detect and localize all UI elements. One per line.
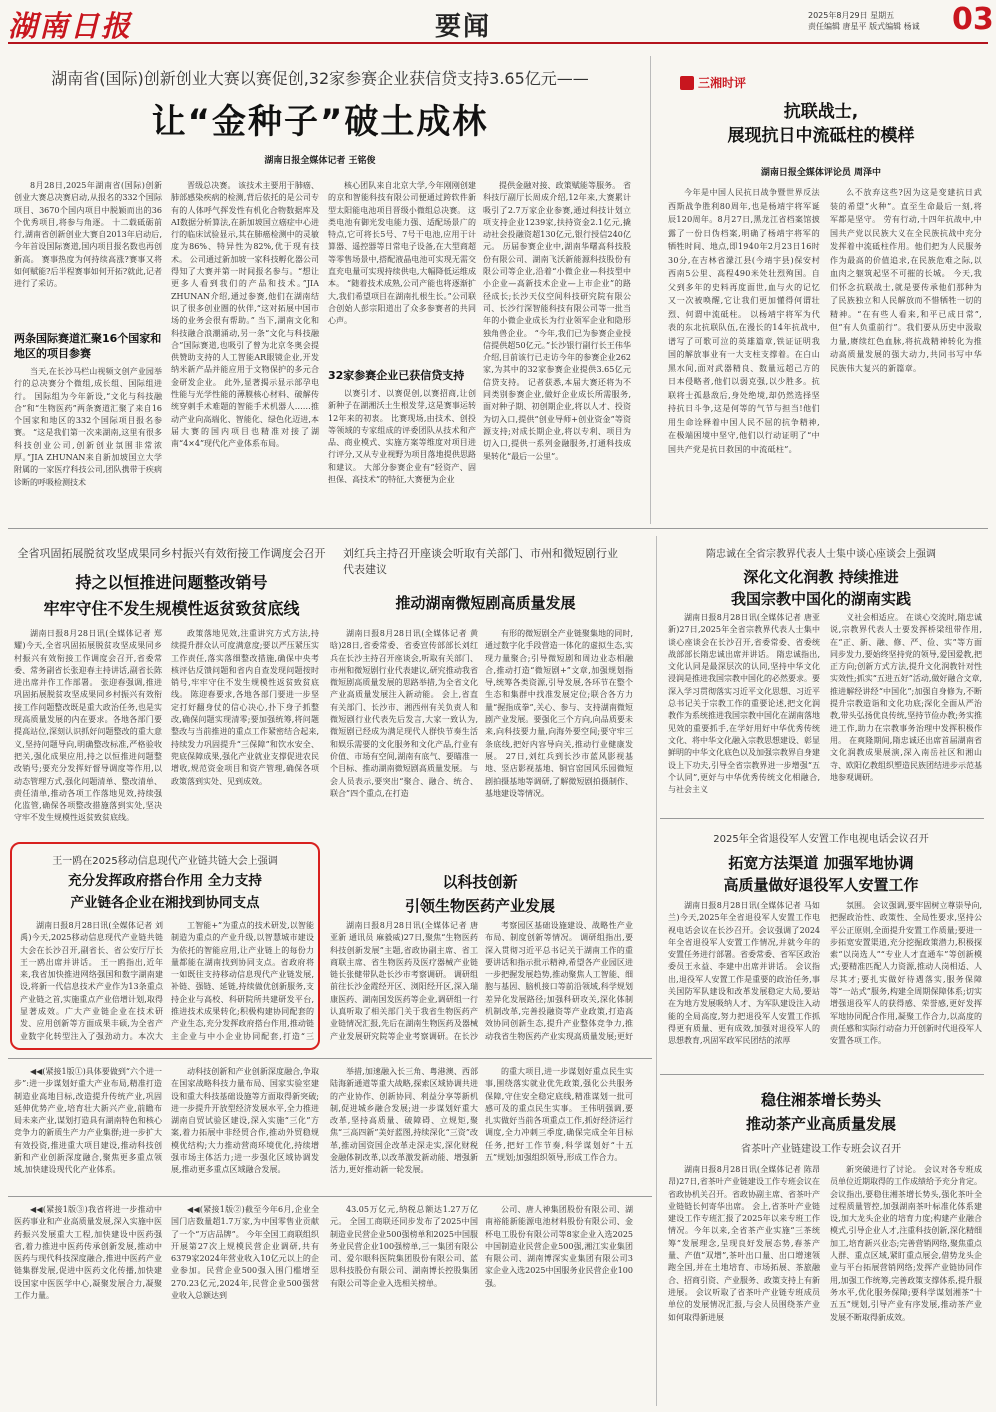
commentary-tag: [680, 74, 746, 91]
date-info: [808, 10, 948, 32]
jump-2: 动科技创新和产业创新深度融合,争取在国家战略科技力量布局、国家实验室建设和重大科技基础设施等方面取得新突破;进一步提升开放型经济发展水平,全力推进湖南自贸试验区建设,深入实施“三化”方案,着力拓展中非经贸合作,推动外贸稳规模优结构;大力推动营商环境优化,持续增强市场主体活力;进一步强化区域协调发展,推动更多重点区域融合发展。: [171, 1067, 319, 1175]
industry-col2: 工智能+”为重点的技术研发,以智能制造为重点的产业升级,以智慧城市建设为依托的智能应用,让产业链上的每份力量都能在湖南找到协同支点。省政府将一如既往支持移动信息现代产业链发展,补链、强链、延链,持续做优创新服务,支持企业与高校、科研院所共建研发平台,推进技术成果转化;积极构建协同配套的产业生态,充分发挥政府搭台作用,推动链主企业与中小企业协同配套,打造“三: [171, 921, 314, 1041]
veterans-col2: 氛围。 会议强调,要牢固树立尊崇导向,把握政治性、政策性、全局性要求,坚持公平公正原则,全面提升安置工作质量;要进一步拓宽安置渠道,充分挖掘政策潜力,积极探索“以岗选人”“专业人才直通车”等创新模式;要精准匹配人力资源,推动人岗相适、人尽其才;要扎实做好待遇落实,服务保障等“一站式”服务,构建全周期保障体系;切实增强退役军人的获得感、荣誉感,更好发挥军地协同配合作用,凝聚工作合力,以高度的责任感和实际行动奋力开创新时代退役军人安置各项工作。: [830, 901, 982, 1046]
biomed-col2: 考察园区基础设施建设、战略性产业布局、制度创新等情况。 调研组指出,要深入贯彻习近平总书记关于湖南工作的重要讲话和指示批示精神,希望各产业园区进一步把握发展趋势,推动聚焦人工智能、细胞与基因、脑机接口等前沿领域,科学规划差异化发展路径;加强科研攻关,深化体制机制改革,完善投融资等产业政策,打造高效协同创新生态,提升产业整体竞争力,推动我省生物医药产业实现高质量发展;更好: [485, 921, 633, 1041]
biomed-col1: 湖南日报8月28日讯(全媒体记者 唐亚新 通讯员 麻毅威)27日,聚焦“生物医药科技创新发展”主题,省政协副主席、省工商联主席、省生物医药及医疗器械产业链链长张健带队赴长沙市考察调研。 调研组前往长沙金霞经开区、浏阳经开区,深入瑞康医药、湖南国发医药等企业,调研组一行认真听取了相关部门关于我省生物医药产业链情况汇报,先后在湖南生物医药及器械产业发展研究院等企业考察调研。在长沙: [330, 921, 478, 1041]
poverty-headline: [14, 570, 329, 622]
jump-8: ◀◀(紧接1版③)我省将进一步推动中医药事业和产业高质量发展,深入实施中医药振兴发展重大工程,加快建设中医药强省,着力推进中医药传承创新发展,推动中医药与现代科技深度融合,推进中医药产业链集群发展,促进中医药文化传播,加快建设国家中医医学中心,凝聚发展合力,凝聚工作力量。: [14, 1205, 162, 1301]
newspaper-logo: 湖南日报: [8, 9, 133, 43]
industry-col1: 湖南日报8月28日讯(全媒体记者 刘禹)今天,2025移动信息现代产业链共链大会在长沙召开,副省长、省公安厅厅长王一鸥出席并讲话。 王一鸥指出,近年来,我省加快推进网络强国和数字湖南建设,将新一代信息技术产业作为13条重点产业链之首,实施重点产业倍增计划,取得显著成效。广大产业链企业在技术研发、应用创新等方面成果丰硕,为全省产业数字化转型注入了强劲动力。本次大: [20, 921, 163, 1041]
jump-4: 的重大项目,进一步谋划好重点民生实事,围绕落实就业优先政策,强化公共服务保障,守住安全稳定底线,精准谋划一批可感可及的重点民生实事。 王伟明强调,要扎实做好当前各项重点工作,抓好经济运行调度,全力冲刺三季度,确保完成全年目标任务,把好工作节奏,科学谋划好“十五五”规划;加强组织领导,形成工作合力。: [485, 1067, 633, 1163]
commentary-col2: 么不放弃这些?因为这是变建抗日武装的希望“火种”。直至生命最后一刻,将军都是坚守。 劳有行动,十四年抗战中,中国共产党以民族大义在全民族抗战中充分发挥着中流砥柱作用。他们把为人民服务作为最高的价值追求,在民族危难之际,以血肉之躯筑起坚不可摧的长城。 今天,我们怀念抗联战士,就是要传承他们那种为了民族独立和人民解放而不惜牺牲一切的精神。“在有些人看来,和平已成日常”,但“有人负重前行”。我们要从历史中汲取力量,赓续红色血脉,将抗战精神转化为推动高质量发展的强大动力,共同书写中华民族伟大复兴的新篇章。: [830, 188, 982, 373]
horizontal-rule: [8, 1196, 652, 1197]
horizontal-rule: [660, 1074, 984, 1075]
lead-col3: 核心团队来自北京大学,今年刚刚创建的京和智能科技有限公司便通过跨软件新型太阳能电池项目晋级小微组总决赛。 这类电池有御光发电能力强、适配场景广的特点,它可将长5号、7号干电池,应用于计算器、遥控器等日常电子设备,在大型商超等零售场景中,搭配液晶电池可实现无需交直充电量可实现持续供电,大幅降低运维成本。 “随着技术成熟,公司产能也将逐渐扩大,我们希望项目在湖南扎根生长。”公司联合创始人彭宗阳道出了众多参赛者的共同心声。: [328, 181, 476, 326]
industry-title-line1: 充分发挥政府搭台作用 全力支持: [68, 873, 262, 889]
veterans-kicker: 2025年全省退役军人安置工作电视电话会议召开: [713, 834, 929, 845]
lead-col2: 晋级总决赛。 该技术主要用于肺癌、肺部感染疾病的检测,背后依托的是公司专有的人体呼气挥发性有机化合物数据库及AI数据分析算法,在新加坡国立癌症中心进行的临床试验显示,其在肺癌检测中的灵敏度为86%、特异性为82%,优于现有技术。 公司通过新加坡一家科技孵化器公司得知了大赛并第一时间报名参与。“想让更多人看到我们的产品和技术。”JIA ZHUNAN介绍,通过参赛,他们在湖南结识了很多创业圈的伙伴,“这对拓展中国市场的业务会很有帮助。” 当下,湖南文化和科技融合浪潮涌动,另一条“文化与科技融合”国际赛道,也吸引了曾为北京冬奥会提供赞助支持的人工智能AR眼镜企业,开发纳米新产品并能应用于文物保护的多元合金研发企业。 此外,显著揭示显示部孕电性能与光学性能的薄膜核心材料、破解传统穿刺手术难题的智能手术机器人……推动产业向高端化、智能化、绿色化迈进,本届大赛的国内项目也精准对接了湖南“4×4”现代化产业体系布局。: [171, 181, 319, 449]
commentary-title-line2: 展现抗日中流砥柱的模样: [727, 126, 915, 146]
tea-col2: 新突破进行了讨论。 会议对各专班成员单位近期取得的工作成绩给予充分肯定。会议指出,要稳住湘茶增长势头,强化茶叶全过程质量管控,加强湖南茶叶标准化体系建设,加大龙头企业的培育力度;构建产业融合模式,引导企业人才,注重科技创新,深化精细加工,培育新兴业态;完善营销网络,聚焦重点人群、重点区域,紧盯重点展会,借势龙头企业与平台拓展营销网络;发挥产业链协同作用,加强工作统筹,完善政策支撑体系,提升服务水平,优化服务保障;要科学谋划湘茶“十五五”规划,引导产业有序发展,推动茶产业发展不断取得新成效。: [830, 1165, 982, 1322]
religion-headline: [662, 566, 980, 610]
jump-5: ◀◀(紧接1版②)截至今年6月,企业全国门店数量超1.7万家,为中国零售业贡献了一个“万店品牌”。 今年全国工商联组织开展第27次上规模民营企业调研,共有6379家2024年营业收入10亿元以上的企业参加。民营企业500强入围门槛增至270.23亿元,2024年,民营企业500强营业收入总额达到: [171, 1205, 319, 1301]
commentary-byline: 湖南日报全媒体评论员 周泽中: [760, 168, 882, 178]
commentary-col1: 今年是中国人民抗日战争暨世界反法西斯战争胜利80周年,也是杨靖宇将军诞辰120周年。8月27日,黑龙江省档案馆披露了一份日伪档案,明确了杨靖宇将军的牺牲时间、地点,即1940年2月23日16时30分,在吉林省濛江县(今靖宇县)保安村西南5公里、高程490米处壮烈殉国。自父到多年的史料再度面世,血与火的记忆又一次被唤醒,它让我们更加懂得何谓壮烈、何谓中流砥柱。 以杨靖宇将军为代表的东北抗联队伍,在漫长的14年抗战中,谱写了可歌可泣的英雄篇章,铁证证明我国的解放事业有一大支柱支撑着。在白山黑水间,面对武器精良、数量远超己方的日本侵略者,他们以弱克强,以少胜多。抗联将士孤悬敌后,身处绝境,却仍然选择坚持抗日斗争,这是何等的气节与担当!他们用生命诠释着中国人民不屈的抗争精神,在极端困境中坚守,他们以行动证明了“中国共产党是抗日救国的中流砥柱”。: [668, 188, 820, 454]
horizontal-rule: [8, 528, 988, 529]
biomed-title-line1: 以科技创新: [442, 873, 518, 891]
commentary-title-line1: 抗联战士,: [783, 102, 859, 122]
lead-headline: 让“金种子”破土成林: [151, 102, 489, 142]
veterans-title-line1: 拓宽方法渠道 加强军地协调: [728, 854, 914, 872]
lead-col3b: 以赛引才、以赛促创,以赛招商,让创新种子在湖湘沃土生根发芽,这是赛事运转12年来的初衷。 比赛现场,由技术、创投等领域的专家组成的评委团队从技术和产品、商业模式、实施方案等维度对项目进行评分,又从专业视野为项目落地提供思路和建议。 大部分参赛企业有“轻资产、固担保、高技术”的特征,大赛便为企业: [328, 389, 476, 485]
lead-subhead-1: 两条国际赛道汇聚16个国家和地区的项目参赛: [14, 332, 162, 360]
commentary-tag-label: 三湘时评: [698, 76, 747, 90]
lead-col1b: 当天,在长沙马栏山视频文创产业园举行的总决赛分个微组,成长组、国际组进行。 国际组为今年新设,“文化与科技融合”和“生物医药”两条赛道汇聚了来自16个国家和地区的332个国际项目报名参赛。 “这是我们第一次来湖南,这里有很多科技创业公司,创新创业氛围非常浓厚。”JIA ZHUNAN来自新加坡国立大学附属的一家医疗科技公司,团队携带于疾病诊断的呼吸检测技术: [14, 367, 162, 487]
jump-3: 举措,加速融入长三角、粤港澳、西部陆海新通道等重大战略,探索区域协调共进的产业协作、创新协同、利益分享等新机制,促进城乡融合发展;进一步谋划好重大改革,坚持高质量、破障碍、立规矩,聚焦“三高四新”美好蓝图,持续深化“三资”改革,推动国资国企改革走深走实,深化财税金融体制改革,以改革激发新动能、增强新活力,更好推动新一轮发展。: [330, 1067, 478, 1175]
microdrama-col1: 湖南日报8月28日讯(全媒体记者 黄晗)28日,省委常委、省委宣传部部长刘红兵在长沙主持召开座谈会,听取有关部门、市州和微短剧行业代表建议,研究推动我省微短剧高质量发展的思路举措,为全省文化产业高质量发展注入新动能。 会上,省直有关部门、长沙市、湘西州有关负责人和微短剧行业代表先后发言,大家一致认为,微短剧已经成为满足现代人群快节奏生活和娱乐需要的文化服务和文化产品,行业有价值、市场有空间,湖南有底气、要瞄准一个目标、推动湖南微短剧高质量发展。 与会人员表示,要突出“聚合、融合、统合、联合”四个重点,在打造: [330, 629, 478, 798]
tea-title-line2: 推动茶产业高质量发展: [745, 1115, 896, 1133]
horizontal-rule: [660, 818, 984, 819]
page-number: 03: [952, 2, 994, 37]
veterans-headline: [662, 852, 980, 896]
jump-1: ◀◀(紧接1版①)具体要做到“六个进一步”:进一步谋划好重大产业布局,精准打造制造业高地目标,改造提升传统产业,巩固延伸优势产业,培育壮大新兴产业,前瞻布局未来产业,谋划打造具有湖南特色和核心竞争力的新质生产力产业集群;进一步扩大有效投资,推进重大项目建设,推动科技创新和产业创新深度融合,聚焦更多重点领域,加快建设现代化产业体系。: [14, 1067, 162, 1175]
lead-col4: 提供金融对接、政策赋能等服务。 省科技厅副厅长周成介绍,12年来,大赛累计吸引了2.7万家企业参赛,通过科技计划立项支持企业1239家,扶持资金2.1亿元,撬动社会投融资超130亿元,银行授信240亿元。 历届参赛企业中,湖南华曙高科技股份有限公司、湖南飞沃新能源科技股份有限公司等企业,沿着“小微企业—科技型中小企业—高新技术企业—上市企业”的路径成长;长沙天仪空间科技研究院有限公司、长沙行深智能科技有限公司等一批当年的小微企业成长为行业领军企业和隐形独角兽企业。 “今年,我们已为参赛企业授信提供超50亿元。”长沙银行副行长王伟华介绍,目前该行已走访今年的参赛企业262家,为其中的32家参赛企业提供3.65亿元信贷支持。 记者获悉,本届大赛还将为不同类别参赛企业,做好企业成长所需服务,面对种子期、初创期企业,将以人才、投资为切入口,提供“创业导师+创业资金”等资源支持;对成长期企业,将以专利、项目为切入口,提供一系列金融服务,打通科技成果转化“最后一公里”。: [483, 181, 631, 461]
tea-subtitle: 省茶叶产业链建设工作专班会议召开: [741, 1144, 901, 1155]
microdrama-headline: 推动湖南微短剧高质量发展: [395, 594, 576, 612]
lead-byline: 湖南日报全媒体记者 王铭俊: [264, 156, 376, 166]
biomed-title-line2: 引领生物医药产业发展: [404, 897, 555, 915]
lead-kicker: 湖南省(国际)创新创业大赛以赛促创,32家参赛企业获信贷支持3.65亿元——: [51, 69, 589, 88]
tea-title-line1: 稳住湘茶增长势头: [760, 1091, 881, 1109]
religion-col2: 义社会相适应。 在谈心交流时,隋忠诚说,宗教界代表人士要发挥桥梁纽带作用,在“正、新、融、修、严、俭、实”等方面同步发力,要始终坚持党的领导,爱国爱教,把正方向;创新方式方法,提升文化润教针对性实效性;抓实“五进五好”活动,做好融合文章,推进解经讲经“中国化”;加强自身修为,不断提升宗教造诣和文化功底;深化全面从严治教,带头弘扬优良传统,坚持节俭办教;务实推进工作,助力在宗教事务治理中发挥积极作用。 在爽隆期间,隋忠诚还出席首届湖南省文化润教成果展演,深入南岳社区和湘山寺、欧阳亿教组织塑造民族团结进步示范基地参观调研。: [830, 613, 982, 782]
section-title: 要闻: [435, 12, 492, 42]
tea-col1: 湖南日报8月28日讯(全媒体记者 陈昂昂)27日,省茶叶产业链建设工作专班会议在省政协机关召开。省政协副主席、省茶叶产业链链长何寄华出席。 会上,省茶叶产业链建设工作专班汇报了2025年以来专班工作情况。今年以来,全省茶产业实施“三茶统筹”发展理念,呈现良好发展态势,春茶产量、产值“双增”,茶叶出口量、出口增速领跑全国,并在土地培育、市场拓展、茶旅融合、招商引资、产业服务、政策支持上有新进展。 会议听取了省茶叶产业链专班成员单位的发展情况汇报,与会人员围绕茶产业如何取得新进展: [668, 1165, 820, 1322]
microdrama-col2: 有形的微短剧全产业链聚集地的同时,通过数字化手段营造一体化的虚拟生态,实现力量聚合;引导微短剧和周边业态相融合,推动打造“微短剧+”文章,加强规划指导,统筹各类资源,引导发展,各环节在整个生态和集群中找准发展定位;联合各方力量“握指成拳”,关心、参与、支持湖南微短剧产业发展。要强化三个方向,向品质要未来,向科技要力量,向海外要空间;要守牢三条底线,把好内容导向关,推动行业健康发展。 27日,刘红兵到长沙市蓝风影视基地、竖店影视基地、铜官窑国风乐园微短剧拍摄基地等调研,了解微短剧拍摄制作、基地建设等情况。: [485, 629, 633, 798]
commentary-icon: [680, 76, 694, 90]
poverty-col2: 政策落地见效,注重讲究方式方法,持续提升群众认可度满意度;要以严压紧压实工作责任,落实落细整改措施,确保中央考核评估反馈问题和省内自查发现问题按时销号,牢牢守住不发生规模性返贫致贫底线。 陈迎春要求,各地各部门要进一步坚定打好翻身仗的信心决心,扑下身子抓整改,确保问题实现清零;要加强统筹,将问题整改与当前推进的重点工作紧密结合起来,持续发力巩固提升“三保障”和饮水安全、兜底保障成果,强化产业就业支撑促进农民增收,规范资金项目和资产管理,确保各项政策落到实处、见到成效。: [171, 629, 319, 786]
lead-subhead-2: 32家参赛企业已获信贷支持: [328, 369, 465, 382]
poverty-title-line1: 持之以恒推进问题整改销号: [75, 573, 268, 592]
date-line: 2025年8月29日 星期五: [808, 11, 895, 20]
religion-col1: 湖南日报8月28日讯(全媒体记者 唐亚新)27日,2025年全省宗教界代表人士集中谈心座谈会在长沙召开,省委常委、省委统战部部长隋忠诚出席并讲话。 隋忠诚指出,文化认同是最深层次的认同,坚持中华文化浸润是推进我国宗教中国化的必然要求。要深入学习贯彻落实习近平文化思想、习近平总书记关于宗教工作的重要论述,把文化润教作为系统推进我国宗教中国化在湖南落地见效的重要抓手,在学好用好中华优秀传统文化、将中华文化融入宗教思想建设、彰显鲜明的中华文化底色以及加强宗教界自身建设上下功夫,引导全省宗教界进一步增强“五个认同”,更好与中华优秀传统文化相融合,与社会主义: [668, 613, 820, 795]
horizontal-rule: [8, 1058, 652, 1059]
jump-6: 43.05万亿元,纳税总额达1.27万亿元。 全国工商联还同步发布了2025中国制造业民营企业500强榜单和2025中国服务业民营企业100强榜单,三一集团有限公司、爱尔眼科医院集团股份有限公司、蓝思科技股份有限公司、湖南博长控股集团有限公司等企业入选相关榜单。: [330, 1205, 478, 1288]
column-divider: [656, 536, 657, 1406]
poverty-col1: 湖南日报8月28日讯(全媒体记者 郑耀)今天,全省巩固拓展脱贫攻坚成果同乡村振兴有效衔接工作调度会召开,省委常委、常务副省长张迎春主持讲话,副省长陈进出席并作工作部署。 张迎春强调,推进巩固拓展脱贫攻坚成果同乡村振兴有效衔接工作问题整改既是重大政治任务,也是实现高质量发展的内在要求。各地各部门要提高站位,深刻认识抓好问题整改的重大意义,坚持问题导向,明确整改标准,严格验收把关,强化成果应用,持之以恒推进问题整改销号;要充分发挥好督导调度等作用,以动态管理方式,强化问题清单、整改清单、责任清单,推动各项工作落地见效,持续强化监管,确保各项整改措施落到实处,坚决守牢不发生规模性返贫致贫底线。: [14, 629, 162, 823]
religion-title-line1: 深化文化润教 持续推进: [743, 568, 899, 586]
biomed-headline: [330, 870, 630, 918]
veterans-col1: 湖南日报8月28日讯(全媒体记者 马如兰)今天,2025年全省退役军人安置工作电视电话会议在长沙召开。会议强调了2024年全省退役军人安置工作情况,并就今年的安置任务进行部署。省委常委、省军区政治委员王永益、李建中出席并讲话。 会议指出,退役军人安置工作是重要的政治任务,事关国防军队建设和改革发展稳定大局,要站在为地方发展吸纳人才、为军队建设注入动能的全局高度,努力把退役军人安置工作抓得更有质量、更有成效,加强对退役军人的思想教育,巩固军政军民团结的浓厚: [668, 901, 820, 1046]
editor-line: 责任编辑 唐星平 版式编辑 杨诚: [808, 22, 920, 31]
industry-headline: [16, 870, 314, 914]
tea-headline: [662, 1088, 980, 1136]
religion-kicker: 隋忠诚在全省宗教界代表人士集中谈心座谈会上强调: [706, 549, 936, 560]
poverty-title-line2: 牢牢守住不发生规模性返贫致贫底线: [43, 599, 300, 618]
lead-col1: 8月28日,2025年湖南省(国际)创新创业大赛总决赛启动,从报名的332个国际项目、3670个国内项目中脱颖而出的36个优秀项目,将参与角逐。 十二载砥砺前行,湖南省创新创业大赛自2013年启动后,今年首设国际赛道,国内项目报名数也再创新高。 赛事热度为何持续高涨?赛事又将如何赋能?后半程赛事如何开拓?就此,记者进行了采访。: [14, 181, 162, 289]
commentary-headline: [662, 100, 980, 148]
veterans-title-line2: 高质量做好退役军人安置工作: [723, 876, 919, 894]
poverty-kicker: 全省巩固拓展脱贫攻坚成果同乡村振兴有效衔接工作调度会召开: [17, 547, 326, 560]
industry-kicker: 王一鸥在2025移动信息现代产业链共链大会上强调: [52, 856, 278, 867]
religion-title-line2: 我国宗教中国化的湖南实践: [730, 590, 911, 608]
industry-title-line2: 产业链各企业在湘找到协同支点: [70, 895, 260, 911]
jump-7: 公司、唐人神集团股份有限公司、湖南裕能新能源电池材料股份有限公司、金杯电工股份有限公司等8家企业入选2025中国制造业民营企业500强,湘江实业集团有限公司、湖南博深实业集团有限公司3家企业入选2025中国服务业民营企业100强。: [485, 1205, 633, 1288]
microdrama-kicker: 刘红兵主持召开座谈会听取有关部门、市州和微短剧行业代表建议: [343, 547, 618, 576]
masthead: [8, 2, 994, 44]
column-divider: [650, 56, 651, 524]
